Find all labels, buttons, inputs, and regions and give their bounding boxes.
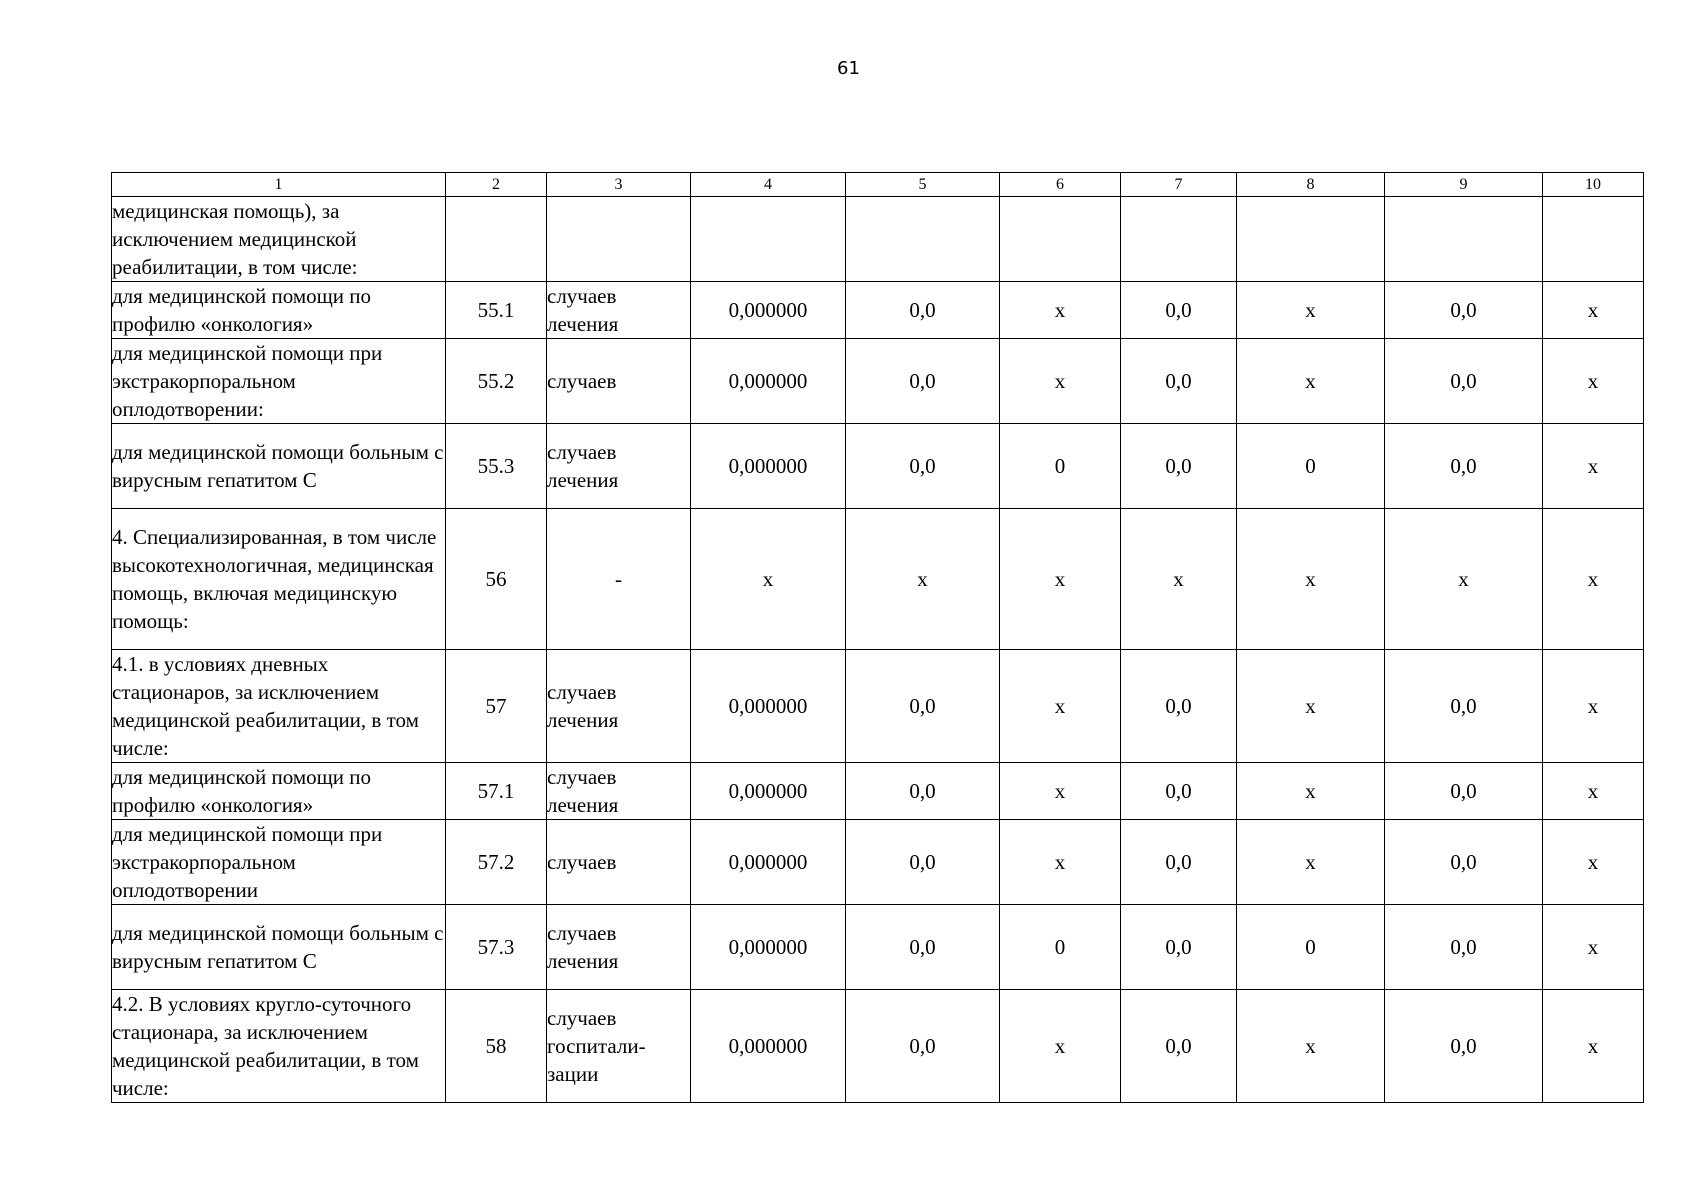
table-row	[112, 339, 1644, 424]
row-name: 4. Специализированная, в том числе высокотехнологичная, медицинская помощь, включая медицинскую помощь:	[112, 509, 446, 650]
cell-col7: 0,0	[1121, 424, 1237, 509]
cell-col5: 0,0	[846, 339, 1000, 424]
row-code: 57.3	[446, 905, 547, 990]
row-unit: случаев	[547, 820, 691, 905]
cell-col6: х	[1000, 509, 1121, 650]
cell-col9: 0,0	[1385, 339, 1543, 424]
cell-col4: х	[691, 509, 846, 650]
row-name: для медицинской помощи при экстракорпоральном оплодотворении	[112, 820, 446, 905]
cell-col8: х	[1237, 650, 1385, 763]
cell-col7: 0,0	[1121, 820, 1237, 905]
cell-col7: 0,0	[1121, 339, 1237, 424]
cell-col10: х	[1543, 905, 1644, 990]
row-code	[446, 197, 547, 282]
row-name: 4.2. В условиях кругло-суточного стационара, за исключением медицинской реабилитации, в том числе:	[112, 990, 446, 1103]
column-number: 9	[1385, 173, 1543, 197]
table-row	[112, 282, 1644, 339]
column-number: 7	[1121, 173, 1237, 197]
cell-col5	[846, 197, 1000, 282]
cell-col4: 0,000000	[691, 339, 846, 424]
cell-col5: 0,0	[846, 282, 1000, 339]
cell-col7: 0,0	[1121, 650, 1237, 763]
cell-col6: 0	[1000, 424, 1121, 509]
table-row	[112, 763, 1644, 820]
cell-col6: х	[1000, 650, 1121, 763]
column-number: 1	[112, 173, 446, 197]
cell-col6: х	[1000, 820, 1121, 905]
cell-col7: 0,0	[1121, 282, 1237, 339]
row-name: для медицинской помощи больным с вирусным гепатитом С	[112, 905, 446, 990]
cell-col5: 0,0	[846, 763, 1000, 820]
cell-col8	[1237, 197, 1385, 282]
cell-col4	[691, 197, 846, 282]
row-unit: случаев госпитали-зации	[547, 990, 691, 1103]
cell-col4: 0,000000	[691, 990, 846, 1103]
cell-col10: х	[1543, 282, 1644, 339]
cell-col8: х	[1237, 763, 1385, 820]
cell-col10: х	[1543, 339, 1644, 424]
column-number-row	[112, 173, 1644, 197]
cell-col8: х	[1237, 820, 1385, 905]
cell-col6: х	[1000, 763, 1121, 820]
cell-col4: 0,000000	[691, 763, 846, 820]
row-name: для медицинской помощи при экстракорпоральном оплодотворении:	[112, 339, 446, 424]
cell-col4: 0,000000	[691, 820, 846, 905]
cell-col9: 0,0	[1385, 820, 1543, 905]
cell-col8: х	[1237, 990, 1385, 1103]
table-row	[112, 650, 1644, 763]
cell-col7: 0,0	[1121, 990, 1237, 1103]
cell-col7: х	[1121, 509, 1237, 650]
row-name: 4.1. в условиях дневных стационаров, за исключением медицинской реабилитации, в том числе:	[112, 650, 446, 763]
cell-col5: 0,0	[846, 424, 1000, 509]
table-row	[112, 990, 1644, 1103]
row-unit: случаев лечения	[547, 650, 691, 763]
column-number: 4	[691, 173, 846, 197]
row-code: 56	[446, 509, 547, 650]
column-number: 6	[1000, 173, 1121, 197]
cell-col10: х	[1543, 650, 1644, 763]
row-name: для медицинской помощи больным с вирусным гепатитом С	[112, 424, 446, 509]
column-number: 8	[1237, 173, 1385, 197]
cell-col9: 0,0	[1385, 424, 1543, 509]
cell-col9	[1385, 197, 1543, 282]
row-name: медицинская помощь), за исключением медицинской реабилитации, в том числе:	[112, 197, 446, 282]
table-row	[112, 509, 1644, 650]
row-code: 55.3	[446, 424, 547, 509]
cell-col5: 0,0	[846, 820, 1000, 905]
column-number: 2	[446, 173, 547, 197]
cell-col9: 0,0	[1385, 282, 1543, 339]
cell-col4: 0,000000	[691, 424, 846, 509]
cell-col9: 0,0	[1385, 905, 1543, 990]
column-number: 3	[547, 173, 691, 197]
cell-col6: х	[1000, 282, 1121, 339]
row-unit: случаев лечения	[547, 763, 691, 820]
cell-col9: 0,0	[1385, 990, 1543, 1103]
cell-col4: 0,000000	[691, 650, 846, 763]
row-name: для медицинской помощи по профилю «онкология»	[112, 763, 446, 820]
row-unit	[547, 197, 691, 282]
cell-col4: 0,000000	[691, 282, 846, 339]
row-unit: -	[547, 509, 691, 650]
cell-col8: 0	[1237, 905, 1385, 990]
cell-col5: 0,0	[846, 650, 1000, 763]
table-row	[112, 424, 1644, 509]
cell-col5: х	[846, 509, 1000, 650]
cell-col8: х	[1237, 509, 1385, 650]
row-code: 57.2	[446, 820, 547, 905]
cell-col8: х	[1237, 339, 1385, 424]
cell-col5: 0,0	[846, 905, 1000, 990]
row-code: 58	[446, 990, 547, 1103]
cell-col5: 0,0	[846, 990, 1000, 1103]
cell-col10: х	[1543, 424, 1644, 509]
cell-col8: 0	[1237, 424, 1385, 509]
table-row	[112, 197, 1644, 282]
row-unit: случаев лечения	[547, 905, 691, 990]
cell-col9: 0,0	[1385, 763, 1543, 820]
table-row	[112, 905, 1644, 990]
cell-col7: 0,0	[1121, 763, 1237, 820]
row-unit: случаев лечения	[547, 424, 691, 509]
row-code: 57.1	[446, 763, 547, 820]
row-name: для медицинской помощи по профилю «онкология»	[112, 282, 446, 339]
cell-col10: х	[1543, 509, 1644, 650]
table-row	[112, 820, 1644, 905]
cell-col7	[1121, 197, 1237, 282]
cell-col6: х	[1000, 990, 1121, 1103]
cell-col8: х	[1237, 282, 1385, 339]
cell-col7: 0,0	[1121, 905, 1237, 990]
cell-col4: 0,000000	[691, 905, 846, 990]
cell-col10: х	[1543, 763, 1644, 820]
cell-col10: х	[1543, 820, 1644, 905]
cell-col10	[1543, 197, 1644, 282]
row-unit: случаев	[547, 339, 691, 424]
cell-col6	[1000, 197, 1121, 282]
row-unit: случаев лечения	[547, 282, 691, 339]
data-table	[111, 172, 1644, 1103]
row-code: 57	[446, 650, 547, 763]
column-number: 10	[1543, 173, 1644, 197]
row-code: 55.1	[446, 282, 547, 339]
cell-col6: х	[1000, 339, 1121, 424]
cell-col10: х	[1543, 990, 1644, 1103]
page-number: 61	[837, 58, 860, 79]
cell-col6: 0	[1000, 905, 1121, 990]
row-code: 55.2	[446, 339, 547, 424]
column-number: 5	[846, 173, 1000, 197]
cell-col9: 0,0	[1385, 650, 1543, 763]
cell-col9: х	[1385, 509, 1543, 650]
